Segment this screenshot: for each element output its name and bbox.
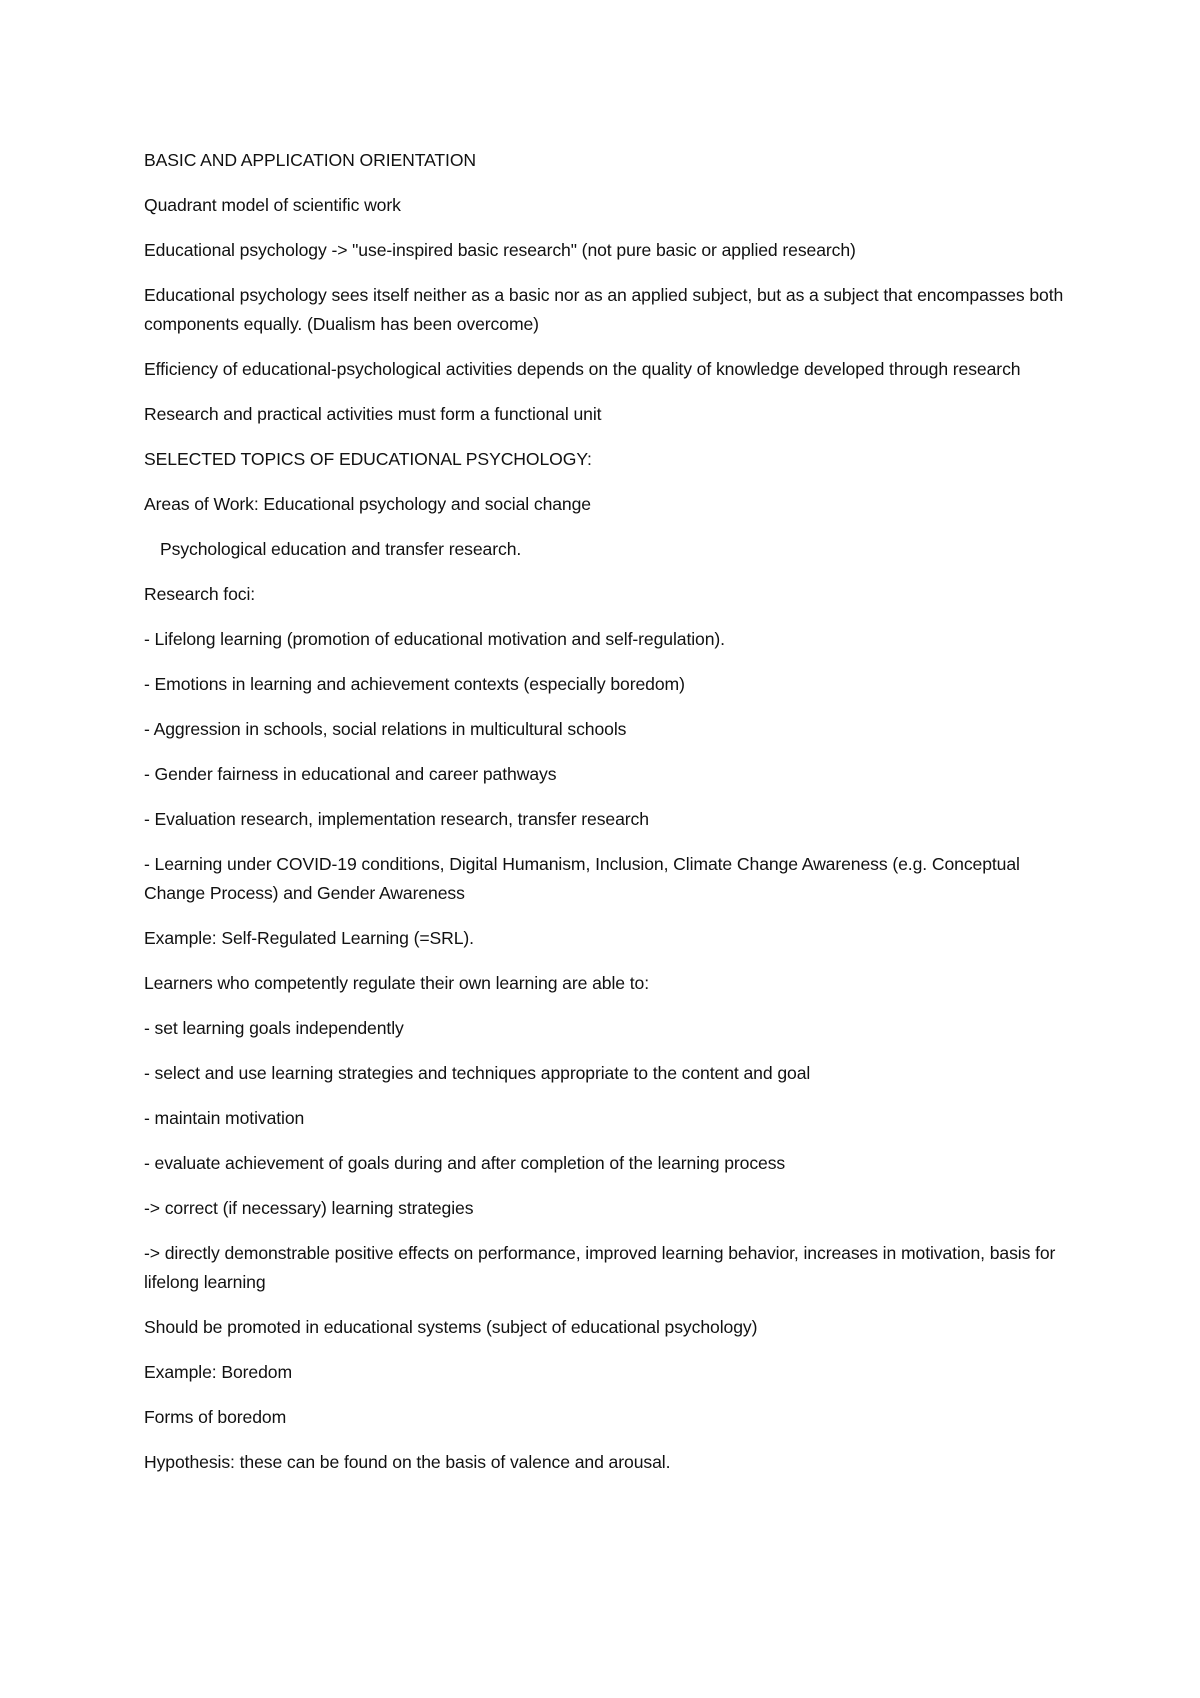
list-item: - Gender fairness in educational and career pathways xyxy=(144,764,557,784)
arrow-item: -> correct (if necessary) learning strategies xyxy=(144,1198,474,1218)
list-item: - set learning goals independently xyxy=(144,1018,404,1038)
paragraph: Hypothesis: these can be found on the basis of valence and arousal. xyxy=(144,1452,671,1472)
list-item: - maintain motivation xyxy=(144,1108,305,1128)
arrow-item: -> directly demonstrable positive effects on performance, improved learning behavior, increases in motivation, basis for lifelong learning xyxy=(144,1243,1056,1292)
list-item: - Evaluation research, implementation research, transfer research xyxy=(144,809,649,829)
paragraph: Quadrant model of scientific work xyxy=(144,195,401,215)
list-item: - select and use learning strategies and techniques appropriate to the content and goal xyxy=(144,1063,811,1083)
list-item: - Lifelong learning (promotion of educational motivation and self-regulation). xyxy=(144,629,725,649)
paragraph: Example: Boredom xyxy=(144,1362,293,1382)
paragraph: Research and practical activities must form a functional unit xyxy=(144,404,602,424)
paragraph: Educational psychology sees itself neither as a basic nor as an applied subject, but as a subject that encompasses both components equally. (Dualism has been overcome) xyxy=(144,285,1064,334)
document-body xyxy=(144,146,1064,1493)
paragraph: Example: Self-Regulated Learning (=SRL). xyxy=(144,928,474,948)
list-item: - Emotions in learning and achievement contexts (especially boredom) xyxy=(144,674,685,694)
paragraph: Efficiency of educational-psychological activities depends on the quality of knowledge developed through research xyxy=(144,359,1021,379)
list-item: - evaluate achievement of goals during and after completion of the learning process xyxy=(144,1153,786,1173)
heading-basic-application: BASIC AND APPLICATION ORIENTATION xyxy=(144,150,477,170)
paragraph: Educational psychology -> "use-inspired basic research" (not pure basic or applied research) xyxy=(144,240,856,260)
heading-selected-topics: SELECTED TOPICS OF EDUCATIONAL PSYCHOLOGY: xyxy=(144,449,592,469)
paragraph: Learners who competently regulate their own learning are able to: xyxy=(144,973,649,993)
paragraph: Areas of Work: Educational psychology and social change xyxy=(144,494,591,514)
paragraph: Forms of boredom xyxy=(144,1407,287,1427)
paragraph: Research foci: xyxy=(144,584,256,604)
list-item: - Learning under COVID-19 conditions, Digital Humanism, Inclusion, Climate Change Awareness (e.g. Conceptual Change Process) and Gender Awareness xyxy=(144,854,1020,903)
list-item: - Aggression in schools, social relations in multicultural schools xyxy=(144,719,627,739)
paragraph-indented: Psychological education and transfer research. xyxy=(160,539,522,559)
paragraph: Should be promoted in educational systems (subject of educational psychology) xyxy=(144,1317,758,1337)
